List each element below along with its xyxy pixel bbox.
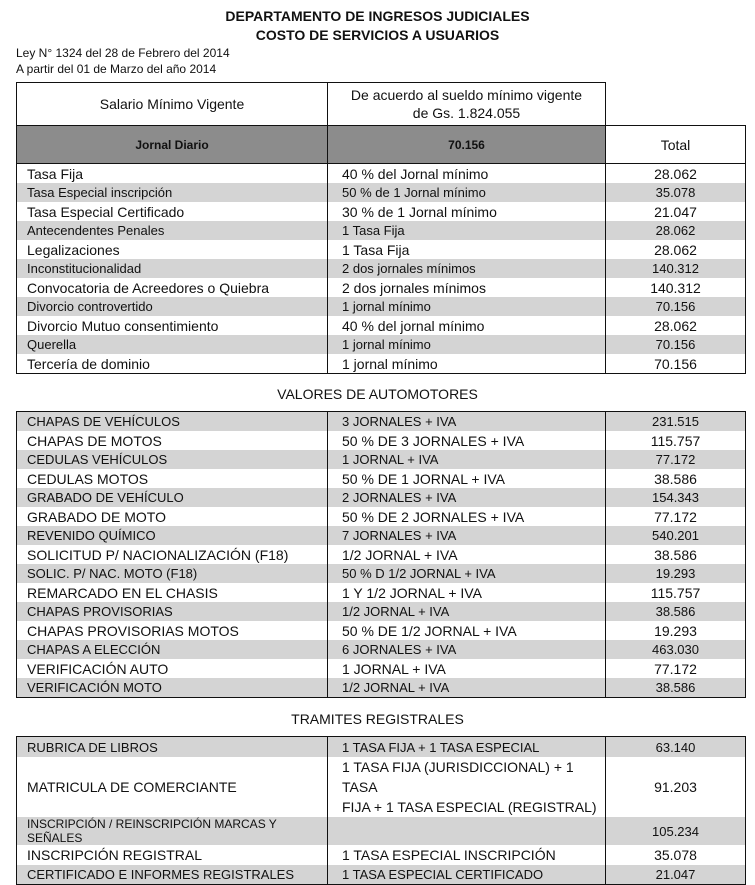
document-title-line2: COSTO DE SERVICIOS A USUARIOS	[255, 27, 500, 43]
total-cell: 105.234	[606, 817, 746, 845]
table-row	[17, 737, 746, 758]
concept-cell: INSCRIPCIÓN / REINSCRIPCIÓN MARCAS Y SEÑALES	[17, 817, 328, 845]
concept-cell: REVENIDO QUÍMICO	[17, 526, 328, 545]
total-cell: 140.312	[606, 259, 746, 278]
total-cell: 115.757	[606, 431, 746, 450]
concept-cell: CHAPAS A ELECCIÓN	[17, 640, 328, 659]
daily-wage-label: Jornal Diario	[17, 126, 328, 164]
basis-cell: 1/2 JORNAL + IVA	[328, 545, 606, 564]
total-cell: 77.172	[606, 659, 746, 678]
basis-cell: 1/2 JORNAL + IVA	[328, 678, 606, 698]
total-cell: 154.343	[606, 488, 746, 507]
basis-cell	[328, 757, 606, 817]
table-row	[17, 659, 746, 678]
table-row	[17, 240, 746, 259]
basis-cell: 1 Y 1/2 JORNAL + IVA	[328, 583, 606, 602]
total-cell: 38.586	[606, 678, 746, 698]
basis-cell: 1 TASA FIJA + 1 TASA ESPECIAL	[328, 737, 606, 758]
basis-line2: FIJA + 1 TASA ESPECIAL (REGISTRAL)	[342, 799, 597, 815]
total-column-header: Total	[606, 126, 746, 164]
total-cell: 19.293	[606, 621, 746, 640]
table-row	[17, 640, 746, 659]
table-row	[17, 817, 746, 845]
table-row	[17, 183, 746, 202]
concept-cell: CERTIFICADO E INFORMES REGISTRALES	[17, 865, 328, 885]
basis-cell: 40 % del jornal mínimo	[328, 316, 606, 335]
minimum-salary-label: Salario Mínimo Vigente	[17, 83, 328, 126]
total-cell: 91.203	[606, 757, 746, 817]
total-cell: 70.156	[606, 297, 746, 316]
total-cell: 140.312	[606, 278, 746, 297]
concept-cell: MATRICULA DE COMERCIANTE	[17, 757, 328, 817]
basis-cell	[328, 817, 606, 845]
total-cell: 77.172	[606, 450, 746, 469]
table-row	[17, 412, 746, 432]
concept-cell: Antecendentes Penales	[17, 221, 328, 240]
concept-cell: CHAPAS PROVISORIAS MOTOS	[17, 621, 328, 640]
vehicle-values-heading: VALORES DE AUTOMOTORES	[277, 386, 478, 402]
table-row	[17, 221, 746, 240]
minimum-salary-value-line1: De acuerdo al sueldo mínimo vigente	[350, 87, 583, 103]
daily-wage-value: 70.156	[328, 126, 606, 164]
concept-cell: RUBRICA DE LIBROS	[17, 737, 328, 758]
concept-cell: GRABADO DE MOTO	[17, 507, 328, 526]
basis-cell: 1 JORNAL + IVA	[328, 659, 606, 678]
total-cell: 19.293	[606, 564, 746, 583]
basis-cell: 50 % DE 1/2 JORNAL + IVA	[328, 621, 606, 640]
law-note: Ley N° 1324 del 28 de Febrero del 2014	[16, 46, 230, 60]
concept-cell: CEDULAS VEHÍCULOS	[17, 450, 328, 469]
table-row	[17, 297, 746, 316]
total-cell: 38.586	[606, 469, 746, 488]
basis-cell: 2 JORNALES + IVA	[328, 488, 606, 507]
basis-cell: 2 dos jornales mínimos	[328, 259, 606, 278]
document-title-line1: DEPARTAMENTO DE INGRESOS JUDICIALES	[225, 8, 530, 24]
basis-cell: 40 % del Jornal mínimo	[328, 164, 606, 184]
table-row	[17, 865, 746, 885]
basis-cell: 6 JORNALES + IVA	[328, 640, 606, 659]
concept-cell: GRABADO DE VEHÍCULO	[17, 488, 328, 507]
table-row	[17, 259, 746, 278]
concept-cell: Divorcio Mutuo consentimiento	[17, 316, 328, 335]
basis-line1: 1 TASA FIJA (JURISDICCIONAL) + 1 TASA	[342, 759, 574, 795]
table-row	[17, 316, 746, 335]
table-row	[17, 469, 746, 488]
table-row	[17, 602, 746, 621]
total-cell: 463.030	[606, 640, 746, 659]
table-row	[17, 335, 746, 354]
concept-cell: CHAPAS PROVISORIAS	[17, 602, 328, 621]
total-cell: 21.047	[606, 202, 746, 221]
table-row	[17, 621, 746, 640]
table-row	[17, 450, 746, 469]
basis-cell: 1 JORNAL + IVA	[328, 450, 606, 469]
table-row	[17, 757, 746, 817]
basis-cell: 7 JORNALES + IVA	[328, 526, 606, 545]
basis-cell: 1 Tasa Fija	[328, 221, 606, 240]
total-cell: 115.757	[606, 583, 746, 602]
basis-cell: 1 Tasa Fija	[328, 240, 606, 259]
table-row	[17, 278, 746, 297]
minimum-salary-value-line2: de Gs. 1.824.055	[412, 105, 521, 121]
basis-cell: 1 jornal mínimo	[328, 335, 606, 354]
table-row	[17, 488, 746, 507]
total-cell: 540.201	[606, 526, 746, 545]
table-row	[17, 526, 746, 545]
basis-cell: 2 dos jornales mínimos	[328, 278, 606, 297]
concept-cell: VERIFICACIÓN MOTO	[17, 678, 328, 698]
total-cell: 35.078	[606, 845, 746, 865]
table-row	[17, 164, 746, 184]
basis-cell: 1 jornal mínimo	[328, 354, 606, 374]
basis-cell: 1/2 JORNAL + IVA	[328, 602, 606, 621]
total-cell: 21.047	[606, 865, 746, 885]
effective-date-note: A partir del 01 de Marzo del año 2014	[16, 62, 217, 76]
concept-cell: Tasa Fija	[17, 164, 328, 184]
basis-cell: 50 % DE 2 JORNALES + IVA	[328, 507, 606, 526]
basis-cell: 30 % de 1 Jornal mínimo	[328, 202, 606, 221]
total-cell: 38.586	[606, 602, 746, 621]
total-cell: 28.062	[606, 221, 746, 240]
basis-cell: 50 % DE 1 JORNAL + IVA	[328, 469, 606, 488]
concept-cell: Legalizaciones	[17, 240, 328, 259]
concept-cell: CHAPAS DE VEHÍCULOS	[17, 412, 328, 432]
table-row	[17, 354, 746, 374]
concept-cell: SOLICITUD P/ NACIONALIZACIÓN (F18)	[17, 545, 328, 564]
minimum-salary-row	[17, 83, 746, 126]
table-row	[17, 545, 746, 564]
basis-cell: 1 TASA ESPECIAL CERTIFICADO	[328, 865, 606, 885]
registry-procedures-heading: TRAMITES REGISTRALES	[291, 711, 464, 727]
basis-cell: 50 % de 1 Jornal mínimo	[328, 183, 606, 202]
total-cell: 231.515	[606, 412, 746, 432]
total-cell: 63.140	[606, 737, 746, 758]
total-cell: 38.586	[606, 545, 746, 564]
total-cell: 28.062	[606, 240, 746, 259]
concept-cell: Tasa Especial inscripción	[17, 183, 328, 202]
basis-cell: 50 % D 1/2 JORNAL + IVA	[328, 564, 606, 583]
table-row	[17, 564, 746, 583]
basis-cell: 1 TASA ESPECIAL INSCRIPCIÓN	[328, 845, 606, 865]
concept-cell: Tercería de dominio	[17, 354, 328, 374]
table-row	[17, 583, 746, 602]
concept-cell: Divorcio controvertido	[17, 297, 328, 316]
concept-cell: CHAPAS DE MOTOS	[17, 431, 328, 450]
basis-cell: 50 % DE 3 JORNALES + IVA	[328, 431, 606, 450]
total-cell: 77.172	[606, 507, 746, 526]
vehicle-fees-table	[16, 411, 746, 698]
concept-cell: REMARCADO EN EL CHASIS	[17, 583, 328, 602]
concept-cell: INSCRIPCIÓN REGISTRAL	[17, 845, 328, 865]
concept-cell: SOLIC. P/ NAC. MOTO (F18)	[17, 564, 328, 583]
table-row	[17, 507, 746, 526]
concept-cell: VERIFICACIÓN AUTO	[17, 659, 328, 678]
table-row	[17, 845, 746, 865]
registry-fees-table	[16, 736, 746, 885]
total-cell: 70.156	[606, 354, 746, 374]
basis-cell: 1 jornal mínimo	[328, 297, 606, 316]
table-row	[17, 202, 746, 221]
total-cell: 70.156	[606, 335, 746, 354]
basis-cell: 3 JORNALES + IVA	[328, 412, 606, 432]
concept-cell: Convocatoria de Acreedores o Quiebra	[17, 278, 328, 297]
concept-cell: Tasa Especial Certificado	[17, 202, 328, 221]
daily-wage-row	[17, 126, 746, 164]
total-cell: 35.078	[606, 183, 746, 202]
table-row	[17, 678, 746, 698]
minimum-salary-value	[328, 83, 606, 126]
judicial-fees-table	[16, 82, 746, 374]
empty-header-cell	[606, 83, 746, 126]
total-cell: 28.062	[606, 164, 746, 184]
concept-cell: Querella	[17, 335, 328, 354]
total-cell: 28.062	[606, 316, 746, 335]
concept-cell: Inconstitucionalidad	[17, 259, 328, 278]
table-row	[17, 431, 746, 450]
concept-cell: CEDULAS MOTOS	[17, 469, 328, 488]
